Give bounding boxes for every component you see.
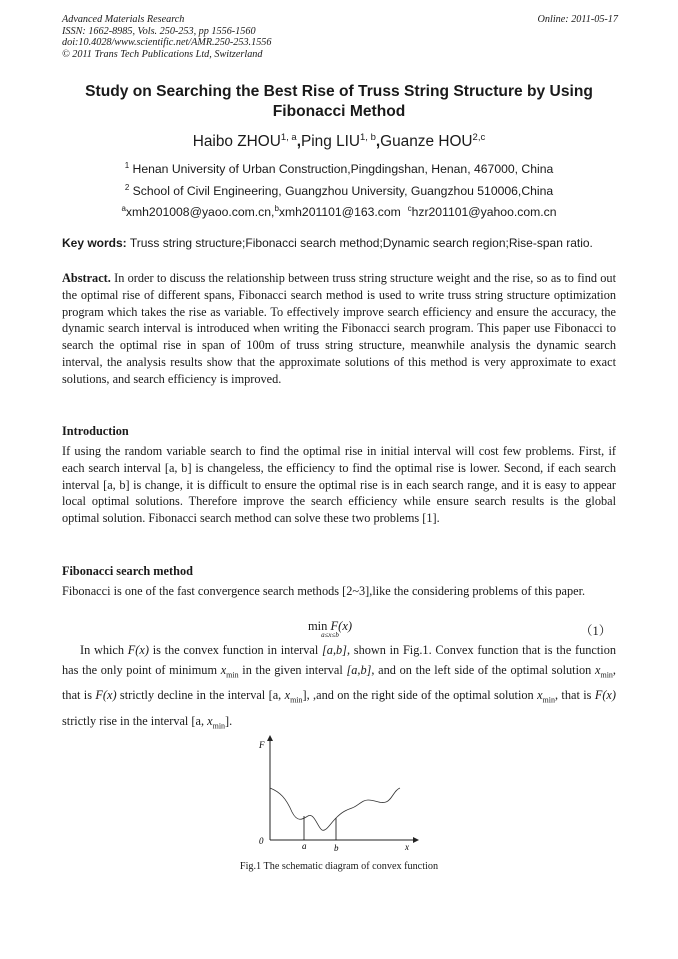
- introduction-text: If using the random variable search to find the optimal rise in initial interval will cost few problems. First, if each search interval [a, b] is changeless, the efficiency to find the optimal rise is lower. Second, if each search interval [a, b] is change, it is difficult to ensure the optimal rise is in each search range, and it is easy to appear local optimal solutions. Therefore improve the search efficiency while ensure search results is the global optimal solution. Fibonacci search method can solve these two problems [1].: [62, 444, 616, 526]
- math-min: min: [542, 695, 555, 705]
- affiliation-text: School of Civil Engineering, Guangzhou University, Guangzhou 510006,China: [132, 184, 554, 198]
- issn-line: ISSN: 1662-8985, Vols. 250-253, pp 1556-1560: [62, 25, 256, 37]
- equation-constraint: a≤x≤b: [321, 631, 339, 639]
- doi-line: doi:10.4028/www.scientific.net/AMR.250-253.1556: [62, 37, 272, 49]
- fibonacci-text: Fibonacci is one of the fast convergence search methods [2~3],like the considering problems of this paper.: [62, 584, 586, 598]
- math-x: x: [220, 663, 227, 677]
- math-x: x: [537, 688, 543, 703]
- email-sup: b: [274, 204, 279, 213]
- author-sup: 2,c: [472, 132, 486, 143]
- text-run: ].: [225, 713, 233, 728]
- section-heading-introduction: Introduction: [62, 424, 129, 438]
- text-run: , and on the left side of the optimal solution: [371, 663, 595, 677]
- affiliation-sup: 2: [124, 183, 130, 192]
- copyright-line: © 2011 Trans Tech Publications Ltd, Switzerland: [62, 48, 263, 60]
- math-x: x: [595, 663, 601, 677]
- author-name: Guanze HOU: [380, 133, 473, 150]
- equation-number: （1）: [580, 624, 612, 638]
- figure-caption: Fig.1 The schematic diagram of convex function: [239, 861, 439, 872]
- text-run: strictly decline in the interval [a,: [116, 688, 285, 703]
- equation-op: min: [307, 619, 328, 633]
- author-list: [62, 128, 616, 152]
- journal-name: Advanced Materials Research: [62, 14, 185, 25]
- math-min: min: [290, 695, 303, 705]
- text-run: is the convex function in interval: [148, 643, 323, 657]
- affiliation-sup: 1: [124, 161, 130, 170]
- math-interval: [a,b]: [322, 643, 347, 657]
- affiliation-2: [62, 180, 616, 199]
- text-run: in the given interval: [238, 663, 347, 677]
- abstract-text: In order to discuss the relationship between truss string structure weight and the rise, so as to find out the optimal rise of different spans, Fibonacci search method is used to write truss string structure optimization program which takes the rise as variable. To effectively improve search efficiency and ensure the accuracy, the dynamic search interval is introduced when writing the Fibonacci search program. This paper use Fibonacci to search the optimal rise in span of 100m of truss string structure, meanwhile analysis the dynamic search interval, the analysis results show that the approximate solutions of this method is very approximate to exact solutions, and search efficiency is improved.: [62, 271, 617, 386]
- email-text: xmh201101@163.com: [278, 205, 401, 219]
- keywords-text: Truss string structure;Fibonacci search method;Dynamic search region;Rise-span ratio.: [129, 236, 593, 250]
- math-min: min: [212, 721, 226, 731]
- author-sep: ,: [375, 133, 381, 150]
- keywords: [62, 236, 616, 251]
- a-label: a: [302, 841, 307, 851]
- text-run: , that is: [554, 688, 595, 703]
- author-sep: ,: [296, 133, 301, 150]
- text-run: , shown in Fig.1. Convex function that is the function has the only point of minimum: [62, 643, 616, 677]
- email-sup: a: [121, 204, 126, 213]
- equation-1: [300, 619, 360, 639]
- author-sup: 1, a: [280, 132, 297, 143]
- affiliation-text: Henan University of Urban Construction,Pingdingshan, Henan, 467000, China: [132, 162, 554, 176]
- convex-paragraph: [62, 640, 616, 736]
- b-label: b: [334, 843, 339, 853]
- x-axis-label: x: [405, 842, 409, 852]
- text-run: strictly rise in the interval [a,: [62, 713, 208, 728]
- equation-func: F(x): [330, 619, 353, 633]
- math-x: x: [284, 688, 291, 703]
- math-fx: F(x): [594, 688, 616, 703]
- origin-label: 0: [259, 836, 264, 846]
- email-text: hzr201101@yahoo.com.cn: [411, 205, 557, 219]
- author-name: Ping LIU: [300, 133, 361, 150]
- math-min: min: [600, 670, 613, 680]
- abstract: [62, 270, 616, 388]
- convex-curve: [270, 788, 400, 830]
- math-fx: F(x): [127, 643, 149, 657]
- paper-title: Study on Searching the Best Rise of Truss String Structure by Using Fibonacci Method: [85, 83, 593, 120]
- author-sup: 1, b: [360, 132, 376, 143]
- email-text: xmh201008@yaoo.com.cn,: [125, 205, 275, 219]
- text-run: In which: [80, 643, 128, 657]
- abstract-label: Abstract.: [62, 271, 111, 285]
- convex-function-figure: [250, 732, 420, 857]
- math-fx: F(x): [95, 688, 117, 703]
- affiliation-1: [62, 158, 616, 177]
- keywords-label: Key words:: [62, 236, 127, 250]
- math-interval: [a,b]: [346, 663, 372, 677]
- math-x: x: [207, 713, 213, 728]
- email-sup: c: [407, 204, 412, 213]
- online-date: Online: 2011-05-17: [537, 14, 618, 25]
- math-min: min: [226, 670, 239, 680]
- email-line: [62, 201, 616, 220]
- text-run: , that is: [62, 663, 616, 703]
- text-run: ], ,and on the right side of the optimal solution: [302, 688, 538, 703]
- author-name: Haibo ZHOU: [192, 133, 281, 150]
- y-axis-label: F: [259, 740, 265, 750]
- journal-header: [62, 14, 618, 60]
- section-heading-fibonacci: Fibonacci search method: [62, 564, 193, 578]
